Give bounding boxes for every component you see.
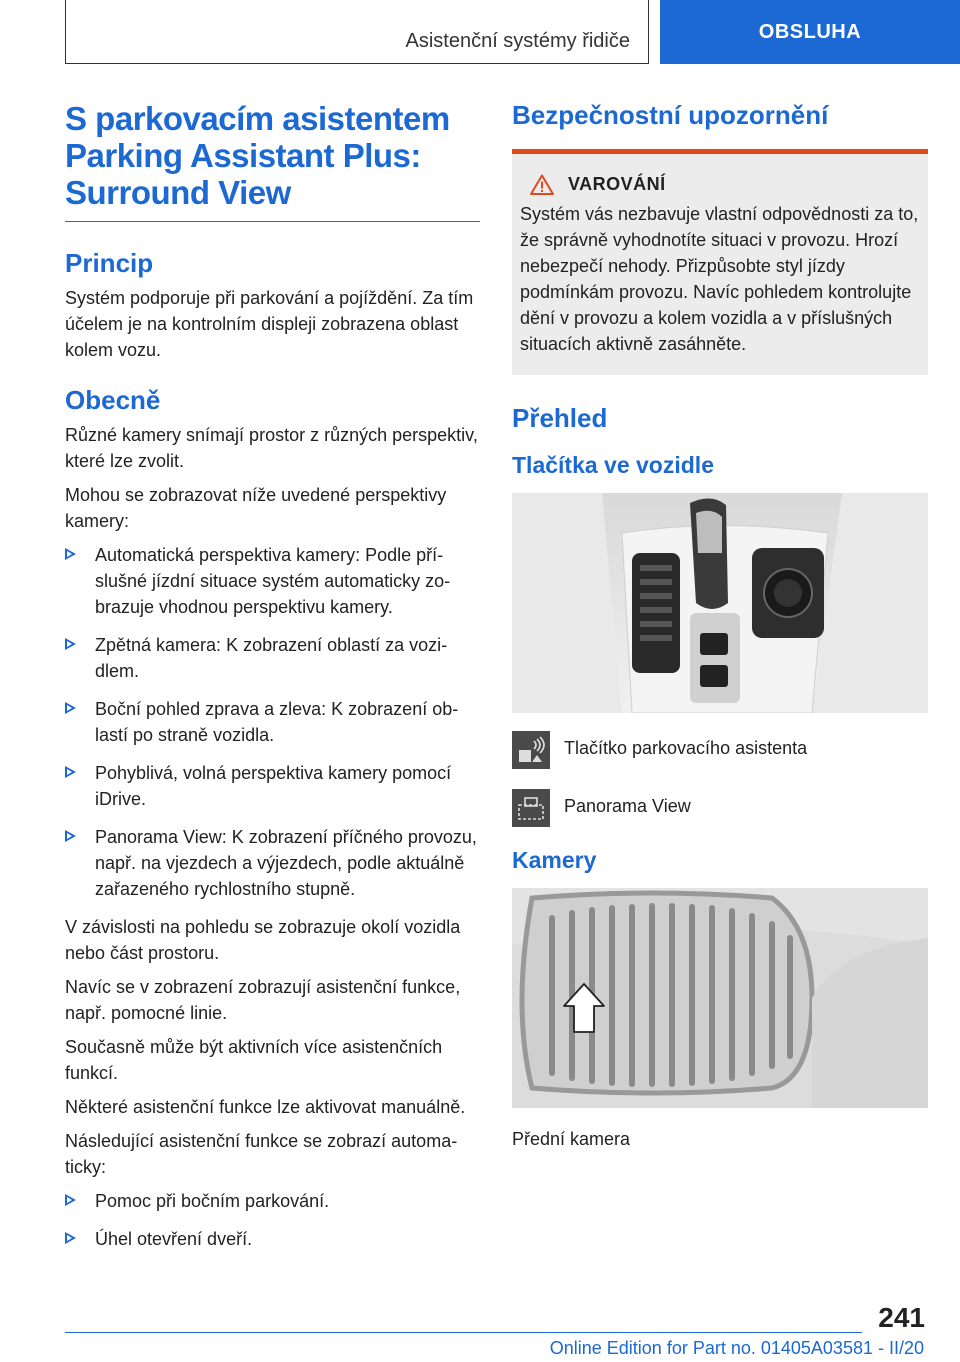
list-item-text: Pomoc při bočním parkování. [95,1191,330,1211]
kamery-heading: Kamery [512,847,597,873]
panorama-view-label: Panorama View [564,796,691,816]
princip-section [65,248,480,363]
obecne-section [65,385,480,1252]
paragraph: Mohou se zobrazovat níže uvedené perspektivy kamery: [65,485,447,531]
bullet-triangle-icon [65,638,76,650]
header-tab-obsluha[interactable] [660,0,960,64]
footer-divider [65,1332,862,1333]
footer-edition: Online Edition for Part no. 01405A03581 - II/20 [549,1338,924,1358]
warning-title [520,174,920,195]
princip-heading: Princip [65,248,154,278]
bullet-triangle-icon [65,766,76,778]
panorama-view-icon [512,789,550,827]
list-item-text: Boční pohled zprava a zleva: K zobrazení oblastí po straně vozidla. [95,699,459,745]
paragraph: Následující asistenční funkce se zobrazí automaticky: [65,1131,458,1177]
paragraph: Různé kamery snímají prostor z různých perspektiv, které lze zvolit. [65,425,478,471]
title-line-3: Surround View [65,174,291,211]
parking-assistant-button-row [512,731,928,769]
list-item-text: Pohyblivá, volná perspektiva kamery pomocí iDrive. [95,763,452,809]
camera-caption: Přední kamera [512,1129,631,1149]
auto-functions-list [65,1188,480,1252]
paragraph: Současně může být aktivních více asistenčních funkcí. [65,1037,443,1083]
warning-text: Systém vás nezbavuje vlastní odpovědnosti za to, že správně vyhodnotíte situaci v provozu. Hrozí nebezpečí nehody. Přizpůsobte styl jízdy podmínkám provozu. Navíc pohledem kontrolujte dění v provozu a kolem vozidla a v příslušných situacích aktivně zasáhněte. [520,204,919,354]
bullet-triangle-icon [65,548,76,560]
list-item-text: Panorama View: K zobrazení příčného provozu, např. na vjezdech a výjezdech, podle aktuálně zařazeného rychlostního stupně. [95,827,477,899]
list-item [65,1226,480,1252]
safety-heading: Bezpečnostní upozornění [512,100,829,130]
princip-text: Systém podporuje při parkování a pojíždění. Za tím účelem je na kontrolním displeji zobrazena oblast kolem vozu. [65,288,474,360]
bullet-triangle-icon [65,1194,76,1206]
paragraph: Některé asistenční funkce lze aktivovat manuálně. [65,1097,466,1117]
bullet-triangle-icon [65,702,76,714]
bullet-triangle-icon [65,830,76,842]
obecne-heading: Obecně [65,385,161,415]
header-section-title: Asistenční systémy řidiče [405,30,630,52]
panorama-view-button-row [512,789,928,827]
paragraph: Navíc se v zobrazení zobrazují asistenční funkce, např. pomocné linie. [65,977,461,1023]
list-item-text: Automatická perspektiva kamery: Podle příslušné jízdní situace systém automaticky zobrazuje vhodnou perspektivu kamery. [95,545,451,617]
parking-assistant-icon [512,731,550,769]
front-camera-image [512,888,928,1108]
perspective-list [65,542,480,902]
list-item [65,824,480,902]
header-tab-label: OBSLUHA [758,20,862,43]
title-line-2: Parking Assistant Plus: [65,137,421,174]
title-divider [65,221,480,222]
warning-box [512,149,928,375]
left-column [65,100,480,1264]
page-number: 241 [878,1302,925,1333]
prehled-heading: Přehled [512,403,608,433]
list-item-text: Zpětná kamera: K zobrazení oblastí za vozidlem. [95,635,448,681]
tlacitka-heading: Tlačítka ve vozidle [512,452,714,478]
center-console-image [512,493,928,713]
list-item [65,632,480,684]
right-column [512,100,928,1160]
warning-title-text: VAROVÁNÍ [568,174,666,194]
list-item [65,1188,480,1214]
list-item [65,760,480,812]
list-item [65,542,480,620]
title-line-1: S parkovacím asistentem [65,100,450,137]
page-title [65,100,480,211]
paragraph: V závislosti na pohledu se zobrazuje okolí vozidla nebo část prostoru. [65,917,461,963]
list-item [65,696,480,748]
list-item-text: Úhel otevření dveří. [95,1229,253,1249]
parking-assistant-label: Tlačítko parkovacího asistenta [564,738,808,758]
bullet-triangle-icon [65,1232,76,1244]
warning-triangle-icon [530,174,554,195]
